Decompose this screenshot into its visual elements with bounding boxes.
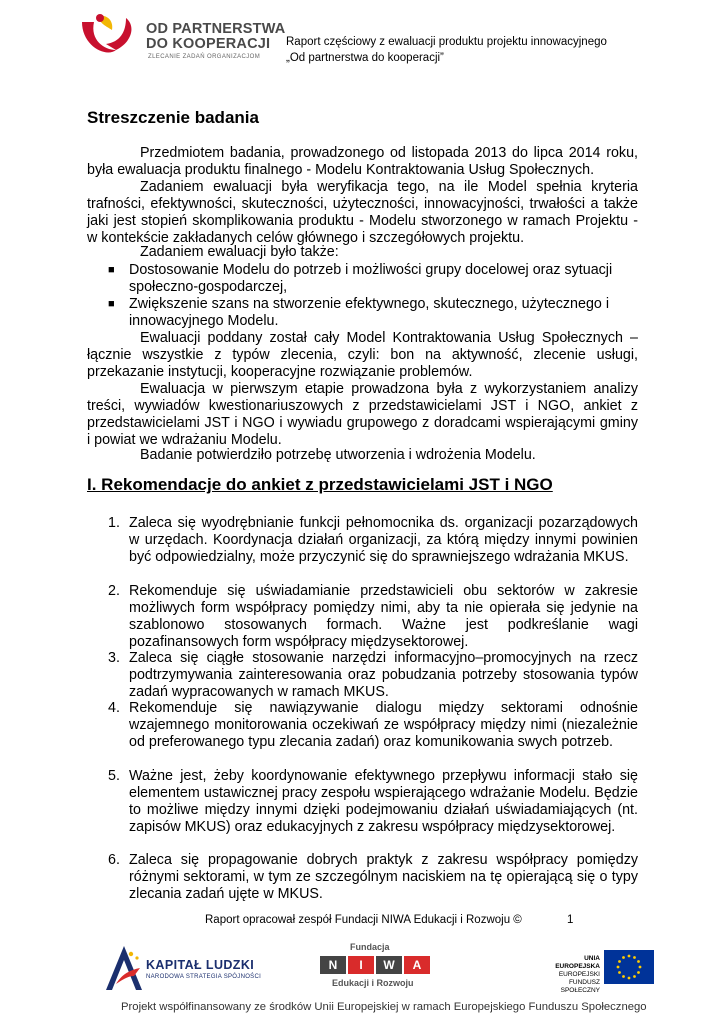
project-funding-note: Projekt współfinansowany ze środków Unii Europejskiej w ramach Europejskiego Funduszu Społecznego — [121, 1001, 647, 1013]
bullet-icon: ■ — [108, 264, 115, 276]
list-item: 2. Rekomenduje się uświadamianie przedstawicieli obu sektorów w zakresie możliwych form współpracy pomiędzy nimi, aby ta nie opierała się jedynie na szablonowo stosowanych formach. Ważne jest podkreślanie wagi pozafinansowych form współpracy międzysektorowej. — [108, 583, 638, 650]
list-item: 3. Zaleca się ciągłe stosowanie narzędzi informacyjno–promocyjnych na rzecz podtrzymywania zainteresowania oraz pobudzania potrzeby stosowania typów zadań wypracowanych w ramach MKUS. — [108, 650, 638, 700]
section-title: I. Rekomendacje do ankiet z przedstawicielami JST i NGO — [87, 475, 553, 494]
report-header-line2: „Od partnerstwa do kooperacji” — [286, 52, 444, 64]
summary-paragraph-4: Ewaluacji poddany został cały Model Kontraktowania Usług Społecznych – łącznie wszystkie z typów zlecenia, czyli: bon na aktywność, zlecenie usługi, przekazanie instytucji, kooperacyjne rozwiązanie problemów. — [87, 330, 638, 380]
list-item: 4. Rekomenduje się nawiązywanie dialogu między sektorami odnośnie wzajemnego monitorowania oczekiwań ze współpracy między nimi (niezależnie od preferowanego typu zlecania zadań) oraz komunikowania swych potrzeb. — [108, 700, 638, 750]
summary-paragraph-3: Zadaniem ewaluacji było także: — [140, 244, 339, 260]
niwa-letter: W — [376, 956, 402, 974]
summary-title: Streszczenie badania — [87, 108, 259, 127]
report-header — [286, 34, 607, 66]
niwa-logo — [320, 956, 430, 974]
list-item: ■ Zwiększenie szans na stworzenie efektywnego, skutecznego, użytecznego i innowacyjnego Modelu. — [108, 296, 609, 329]
kapital-ludzki-logo-icon — [104, 944, 144, 992]
list-item: 1. Zaleca się wyodrębnianie funkcji pełnomocnika ds. organizacji pozarządowych w urzędach. Koordynacja działań organizacji, za którą między innymi powinien być odpowiedzialny, może przyczynić się do sprawniejszego wdrażania MKUS. — [108, 515, 638, 565]
niwa-label-bottom: Edukacji i Rozwoju — [332, 978, 414, 988]
list-item: ■ Dostosowanie Modelu do potrzeb i możliwości grupy docelowej oraz sytuacji społeczno-gospodarczej, — [108, 262, 613, 295]
logo-subtitle: ZLECANIE ZADAŃ ORGANIZACJOM — [148, 54, 261, 60]
summary-paragraph-1: Przedmiotem badania, prowadzonego od listopada 2013 do lipca 2014 roku, była ewaluacja produktu finalnego - Modelu Kontraktowania Usług Społecznych. — [87, 145, 638, 178]
niwa-letter: I — [348, 956, 374, 974]
niwa-letter: N — [320, 956, 346, 974]
partnership-logo-icon — [76, 12, 138, 64]
niwa-letter: A — [404, 956, 430, 974]
bullet-icon: ■ — [108, 298, 115, 310]
kapital-ludzki-title: KAPITAŁ LUDZKI — [146, 958, 255, 972]
list-item: 6. Zaleca się propagowanie dobrych praktyk z zakresu współpracy pomiędzy różnymi sektorami, w tym ze szczególnym naciskiem na tę opierającą się o typy zlecania zadań ujęte w MKUS. — [108, 852, 638, 902]
summary-paragraph-5: Ewaluacja w pierwszym etapie prowadzona była z wykorzystaniem analizy treści, wywiadów kwestionariuszowych z przedstawicielami JST i NGO, ankiet z przedstawicielami JST i NGO i wywiadu grupowego z doradcami wspierającymi gminy i powiat we wdrażaniu Modelu. — [87, 381, 638, 448]
summary-paragraph-6: Badanie potwierdziło potrzebę utworzenia i wdrożenia Modelu. — [140, 447, 536, 463]
niwa-label-top: Fundacja — [350, 942, 390, 952]
eu-flag-icon — [604, 950, 654, 984]
logo-title: OD PARTNERSTWA DO KOOPERACJI — [146, 21, 286, 52]
list-item: 5. Ważne jest, żeby koordynowanie efektywnego przepływu informacji stało się elementem ustawicznej pracy zespołu wspierającego wdrażanie Modelu. Będzie to możliwe między innymi dzięki podejmowaniu działań uświadamiających (nt. zapisów MKUS) oraz edukacyjnych z zakresu współpracy międzysektorowej. — [108, 768, 638, 835]
summary-paragraph-2: Zadaniem ewaluacji była weryfikacja tego, na ile Model spełnia kryteria trafności, efektywności, skuteczności, użyteczności, innowacyjności, trwałości a także jaki jest stopień skomplikowania produktu - Modelu stworzonego w ramach Projektu - w kontekście zakładanych celów głównego i szczegółowych projektu. — [87, 179, 638, 246]
page-number: 1 — [567, 914, 574, 926]
kapital-ludzki-subtitle: NARODOWA STRATEGIA SPÓJNOŚCI — [146, 974, 262, 980]
eu-label: UNIA EUROPEJSKA EUROPEJSKI FUNDUSZ SPOŁECZNY — [555, 955, 600, 994]
report-header-line1: Raport częściowy z ewaluacji produktu projektu innowacyjnego — [286, 36, 607, 48]
footer-note: Raport opracował zespół Fundacji NIWA Edukacji i Rozwoju © — [205, 914, 522, 926]
